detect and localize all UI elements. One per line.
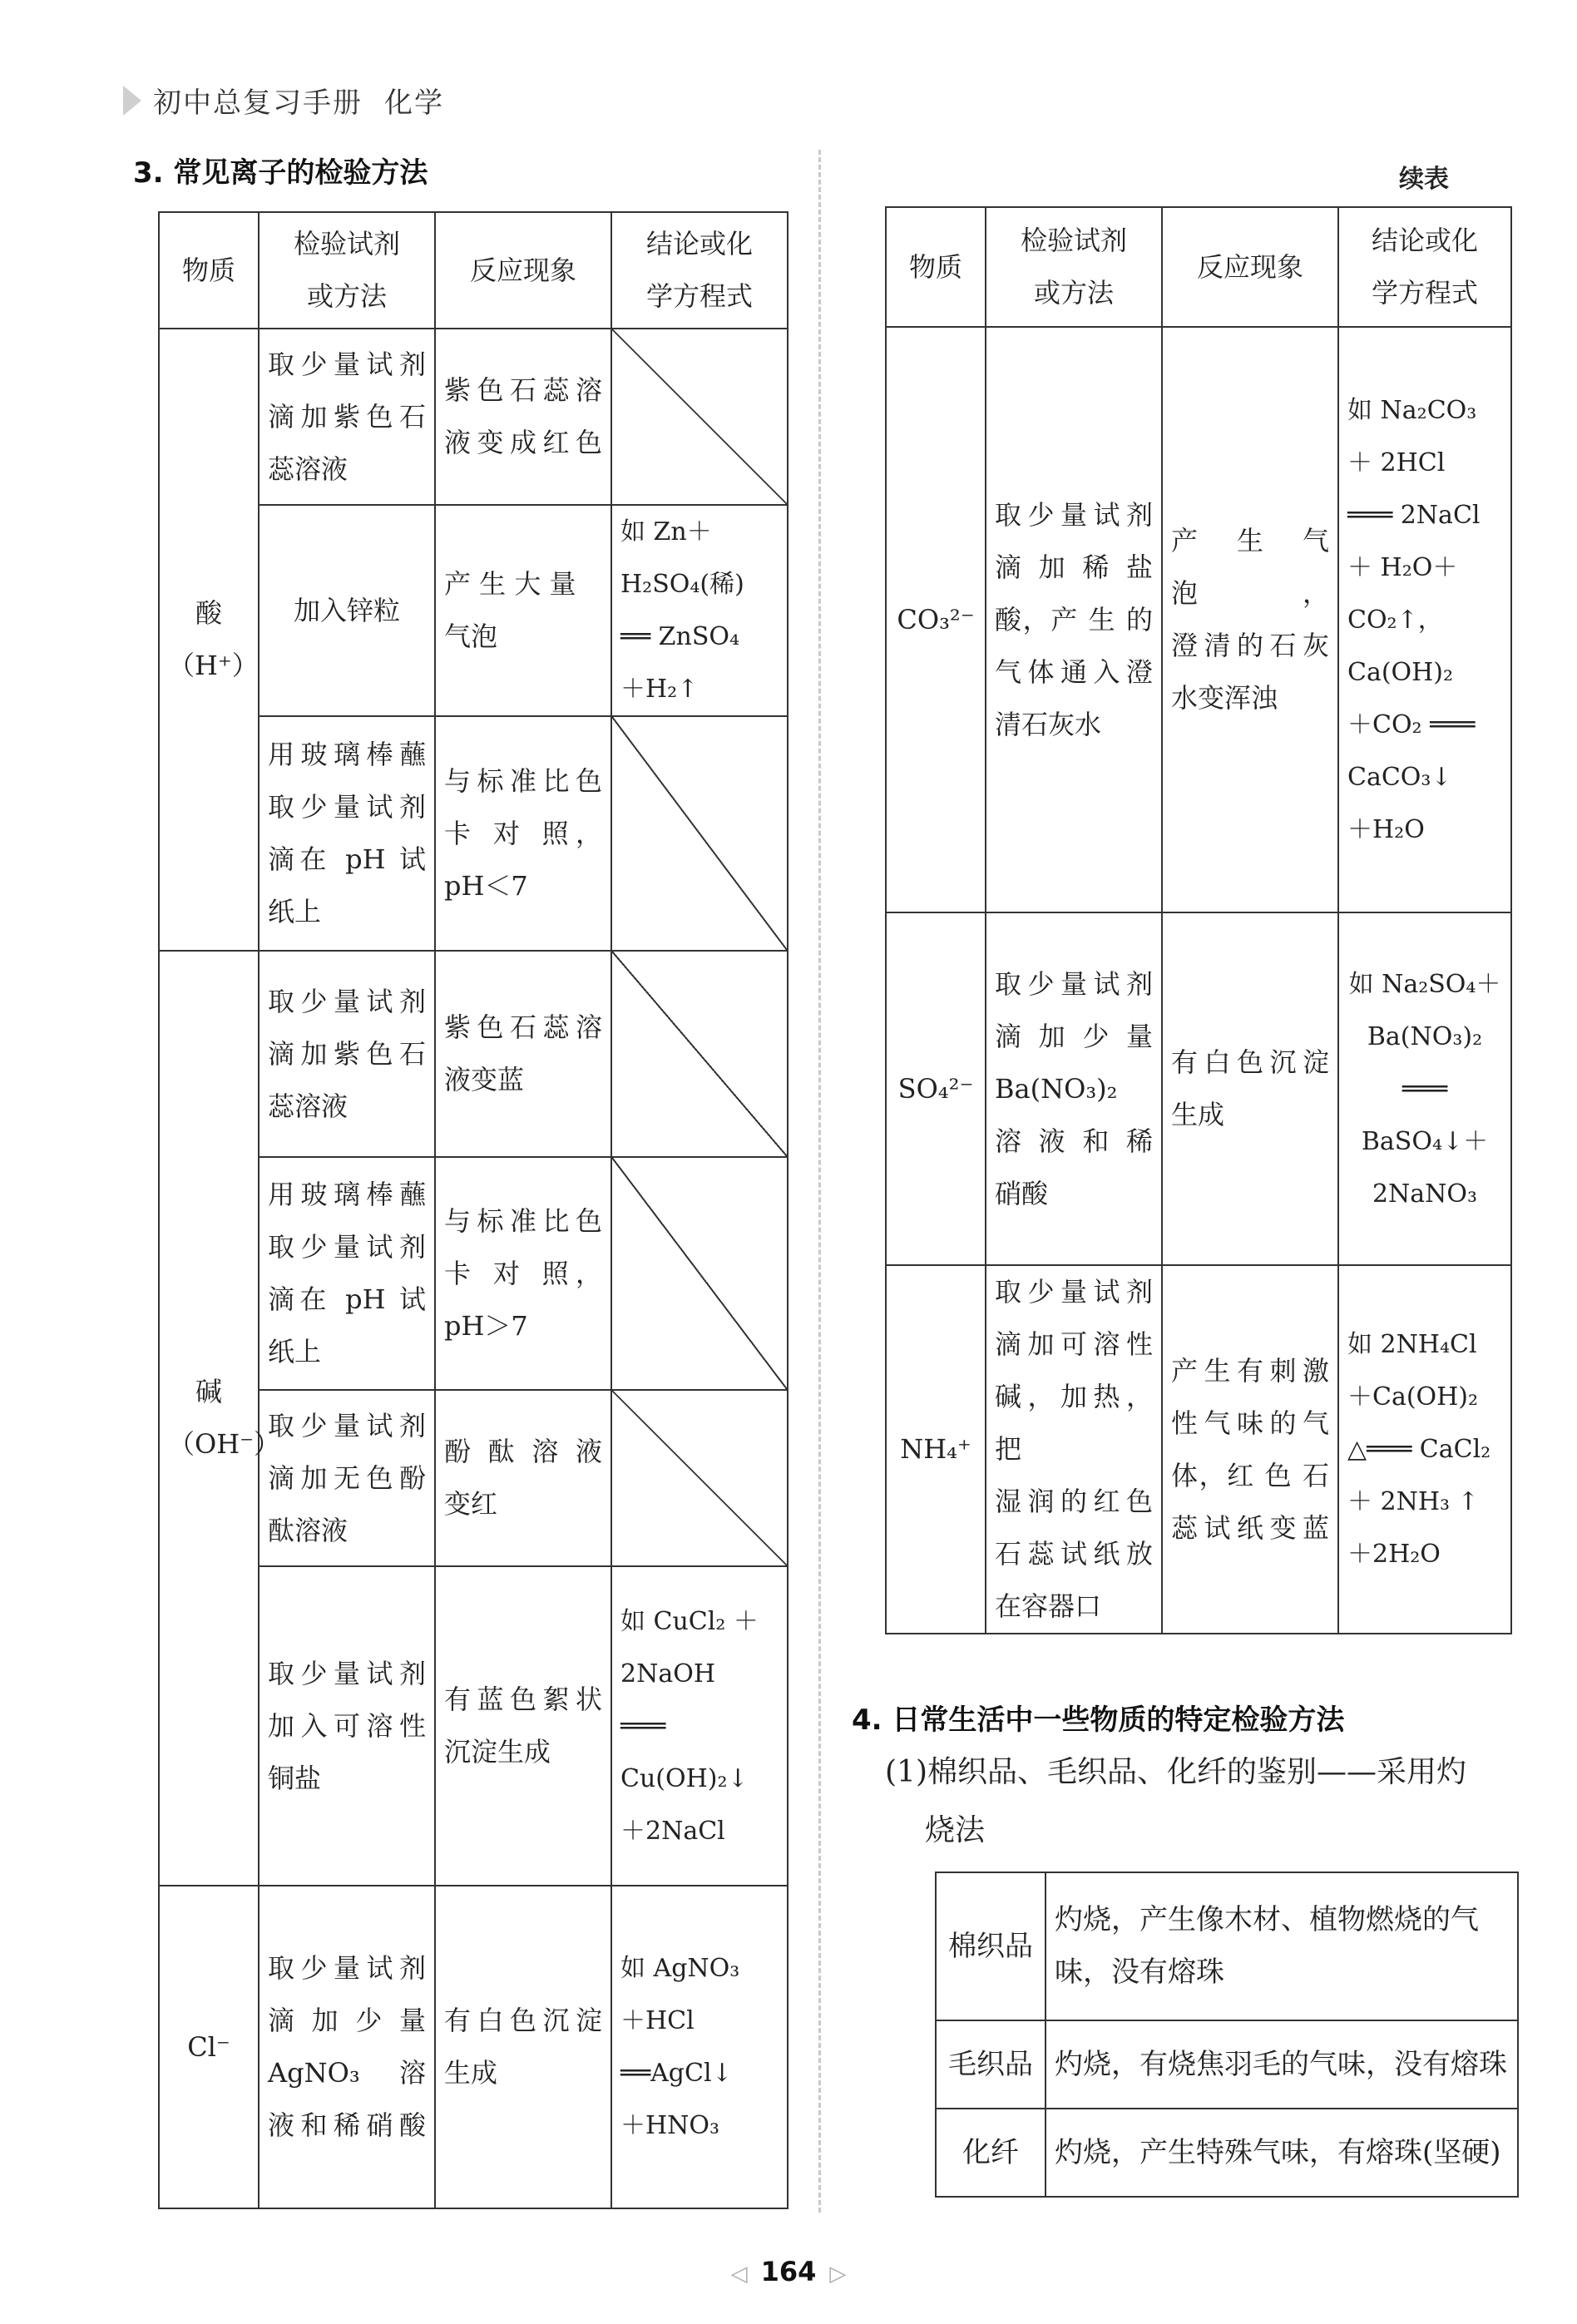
phenomenon-cell: 产 生 气 泡， 澄清的石灰 水变浑浊 [1162,327,1338,912]
empty-diagonal-cell [611,329,788,505]
phenomenon-cell: 有白色沉淀 生成 [1162,912,1338,1265]
header-reagent: 检验试剂 或方法 [259,212,435,329]
fabric-description: 灼烧，有烧焦羽毛的气味，没有熔珠 [1046,2020,1518,2109]
table-row [886,1265,1511,1634]
header-phenomenon: 反应现象 [1162,207,1338,327]
continued-table-label: 续表 [1399,165,1449,194]
method-cell: 取少量试剂 滴加无色酚 酞溶液 [259,1390,435,1566]
section-4-item-1: (1)棉织品、毛织品、化纤的鉴别——采用灼 烧法 [885,1755,1466,1847]
empty-diagonal-cell [611,716,788,951]
section-3-title: 3. 常见离子的检验方法 [133,156,428,190]
header-substance: 物质 [886,207,986,327]
phenomenon-cell: 紫色石蕊溶 液变蓝 [435,951,611,1157]
phenomenon-cell: 与标准比色 卡 对 照， pH＜7 [435,716,611,951]
column-divider [818,150,821,2213]
empty-diagonal-cell [611,951,788,1157]
equation-cell: 如 CuCl₂ ＋ 2NaOH ═══ Cu(OH)₂↓ ＋2NaCl [611,1566,788,1886]
phenomenon-cell: 紫色石蕊溶 液变成红色 [435,329,611,505]
equation-cell: 如 Zn＋ H₂SO₄(稀) ══ ZnSO₄ ＋H₂↑ [611,505,788,716]
ion-test-table-left [158,211,788,2209]
left-arrow-icon: ◁ [730,2262,748,2287]
table-row [159,951,788,1157]
substance-ammonium: NH₄⁺ [886,1265,986,1634]
method-cell: 取少量试剂 加入可溶性 铜盐 [259,1566,435,1886]
substance-acid: 酸 （H⁺） [159,329,259,951]
method-cell: 用玻璃棒蘸 取少量试剂 滴在 pH 试 纸上 [259,1157,435,1390]
phenomenon-cell: 酚 酞 溶 液 变红 [435,1390,611,1566]
equation-cell: 如 2NH₄Cl ＋Ca(OH)₂ △═══ CaCl₂ ＋ 2NH₃ ↑ ＋2H₂O [1338,1265,1511,1634]
method-cell: 取少量试剂 滴加紫色石 蕊溶液 [259,951,435,1157]
phenomenon-cell: 产 生 大 量 气泡 [435,505,611,716]
table-row [936,2020,1518,2109]
table-row [159,329,788,505]
table-header-row [886,207,1511,327]
equation-cell: 如 Na₂SO₄＋ Ba(NO₃)₂ ═══ BaSO₄↓＋ 2NaNO₃ [1338,912,1511,1265]
table-row [936,1872,1518,2020]
method-cell: 取少量试剂 滴 加 少 量 AgNO₃ 溶 液和稀硝酸 [259,1886,435,2208]
equation-cell: 如 AgNO₃ ＋HCl ══AgCl↓ ＋HNO₃ [611,1886,788,2208]
fabric-name: 毛织品 [936,2020,1046,2109]
method-cell: 取少量试剂 滴加紫色石 蕊溶液 [259,329,435,505]
fabric-identification-table [935,1872,1519,2198]
table-row [936,2109,1518,2197]
substance-base: 碱 （OH⁻） [159,951,259,1886]
page-footer [0,2256,1577,2287]
substance-carbonate: CO₃²⁻ [886,327,986,912]
equation-cell: 如 Na₂CO₃ ＋ 2HCl ═══ 2NaCl ＋ H₂O＋ CO₂↑， Ca(OH)₂ ＋CO₂ ═══ CaCO₃↓ ＋H₂O [1338,327,1511,912]
fabric-description: 灼烧，产生像木材、植物燃烧的气 味，没有熔珠 [1046,1872,1518,2020]
header-conclusion: 结论或化 学方程式 [611,212,788,329]
method-cell: 用玻璃棒蘸 取少量试剂 滴在 pH 试 纸上 [259,716,435,951]
fabric-name: 棉织品 [936,1872,1046,2020]
empty-diagonal-cell [611,1390,788,1566]
method-cell: 取少量试剂 滴 加 稀 盐 酸，产 生 的 气体通入澄 清石灰水 [986,327,1162,912]
empty-diagonal-cell [611,1157,788,1390]
header-conclusion: 结论或化 学方程式 [1338,207,1511,327]
phenomenon-cell: 产生有刺激 性气味的气 体，红 色 石 蕊试纸变蓝 [1162,1265,1338,1634]
table-row [159,1886,788,2208]
phenomenon-cell: 与标准比色 卡 对 照， pH＞7 [435,1157,611,1390]
running-header-text: 初中总复习手册 化学 [153,87,444,120]
header-reagent: 检验试剂 或方法 [986,207,1162,327]
page-number: 164 [760,2256,817,2287]
header-substance: 物质 [159,212,259,329]
triangle-bullet-icon [123,86,141,116]
header-phenomenon: 反应现象 [435,212,611,329]
phenomenon-cell: 有蓝色絮状 沉淀生成 [435,1566,611,1886]
table-header-row [159,212,788,329]
right-arrow-icon: ▷ [829,2262,847,2287]
table-row [886,327,1511,912]
fabric-description: 灼烧，产生特殊气味，有熔珠(坚硬) [1046,2109,1518,2197]
method-cell: 取少量试剂 滴加可溶性 碱，加热，把 湿润的红色 石蕊试纸放 在容器口 [986,1265,1162,1634]
table-row [886,912,1511,1265]
substance-chloride: Cl⁻ [159,1886,259,2208]
fabric-name: 化纤 [936,2109,1046,2197]
method-cell: 加入锌粒 [259,505,435,716]
method-cell: 取少量试剂 滴 加 少 量 Ba(NO₃)₂ 溶 液 和 稀 硝酸 [986,912,1162,1265]
phenomenon-cell: 有白色沉淀 生成 [435,1886,611,2208]
ion-test-table-right [885,206,1512,1634]
running-header [123,80,444,121]
substance-sulfate: SO₄²⁻ [886,912,986,1265]
section-4-title: 4. 日常生活中一些物质的特定检验方法 [852,1703,1345,1737]
